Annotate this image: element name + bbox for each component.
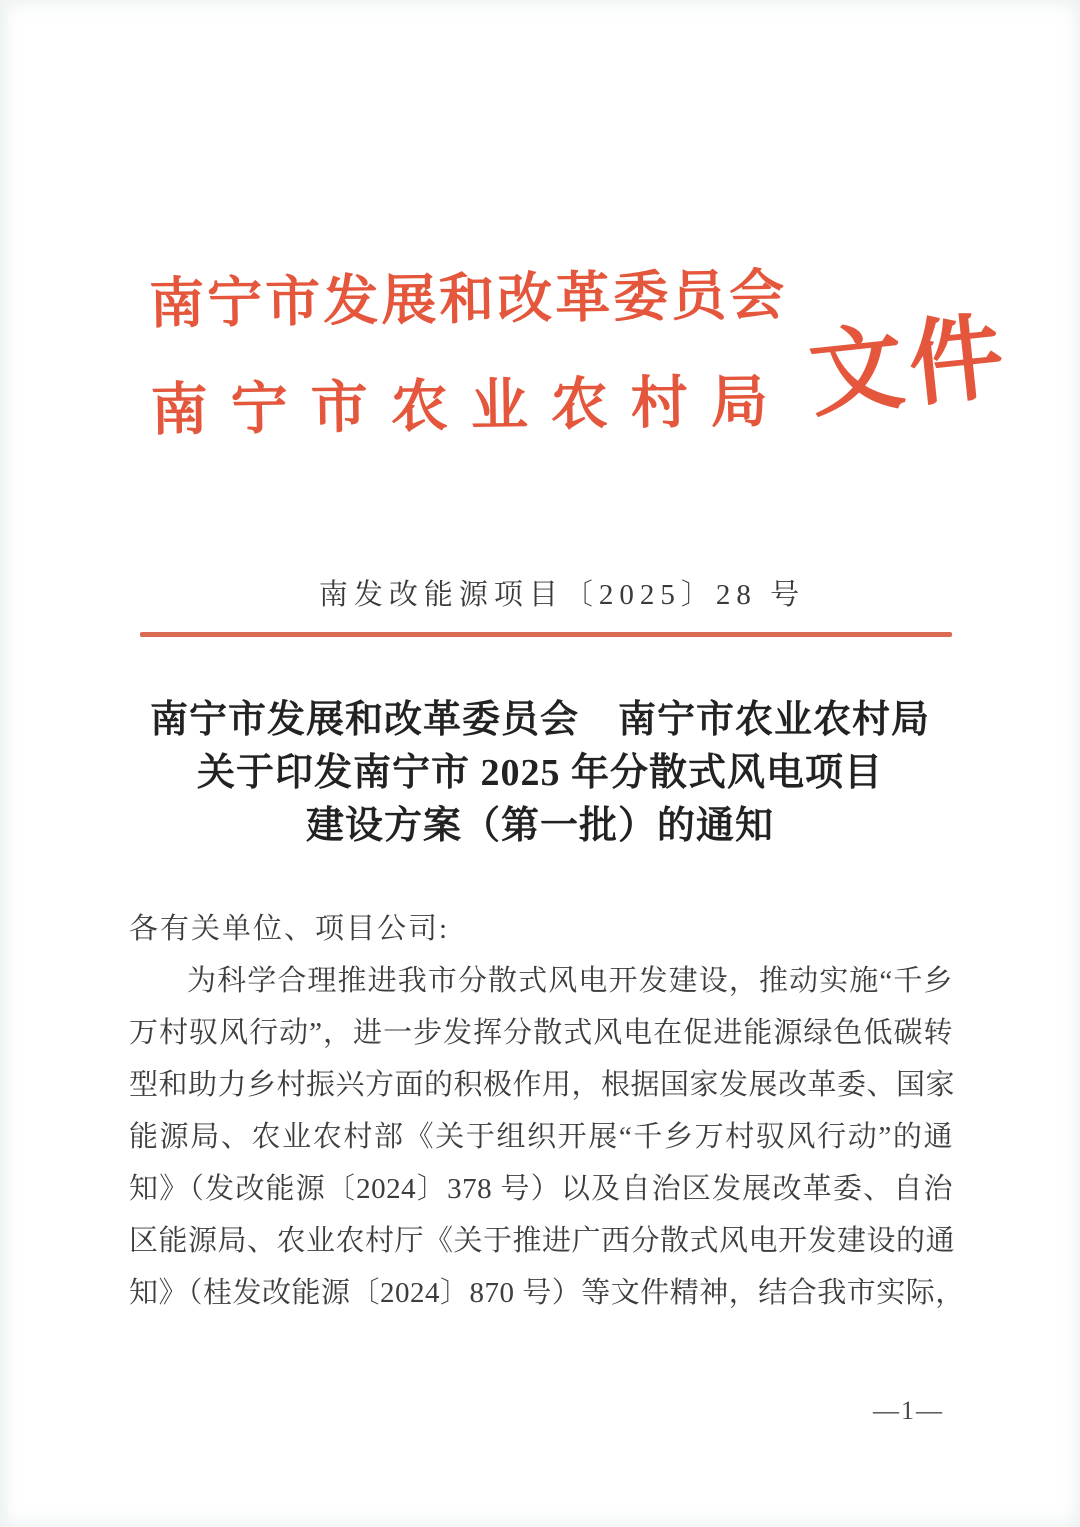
agency-name-agriculture-rural-bureau: 南宁市农业农村局: [150, 370, 792, 443]
letterhead: [148, 264, 1015, 443]
body-line: 能源局、农业农村部《关于组织开展“千乡万村驭风行动”的通: [129, 1121, 953, 1153]
red-divider-rule: [140, 632, 952, 637]
salutation-line: 各有关单位、项目公司:: [129, 913, 450, 945]
issuing-agencies: [148, 264, 792, 443]
body-line: 型和助力乡村振兴方面的积极作用，根据国家发展改革委、国家: [129, 1069, 956, 1101]
body-line: 万村驭风行动”，进一步发挥分散式风电在促进能源绿色低碳转: [129, 1017, 953, 1049]
document-body: [129, 903, 965, 1319]
page-number: —1—: [873, 1396, 944, 1425]
body-line: 知》（发改能源〔2024〕378 号）以及自治区发展改革委、自治: [129, 1173, 953, 1205]
title-line-2: 关于印发南宁市 2025 年分散式风电项目: [196, 752, 883, 794]
document-title: [0, 694, 1080, 853]
body-line: 为科学合理推进我市分散式风电开发建设，推动实施“千乡: [187, 965, 953, 997]
body-line: 知》（桂发改能源〔2024〕870 号）等文件精神，结合我市实际，: [129, 1277, 965, 1309]
body-line: 区能源局、农业农村厅《关于推进广西分散式风电开发建设的通: [129, 1225, 956, 1257]
agency-name-development-reform-commission: 南宁市发展和改革委员会: [148, 264, 788, 335]
title-line-1: 南宁市发展和改革委员会 南宁市农业农村局: [149, 699, 930, 741]
document-word: 文件: [804, 304, 1015, 430]
document-reference-number: 南发改能源项目〔2025〕28 号: [318, 579, 806, 611]
title-line-3: 建设方案（第一批）的通知: [305, 805, 774, 847]
